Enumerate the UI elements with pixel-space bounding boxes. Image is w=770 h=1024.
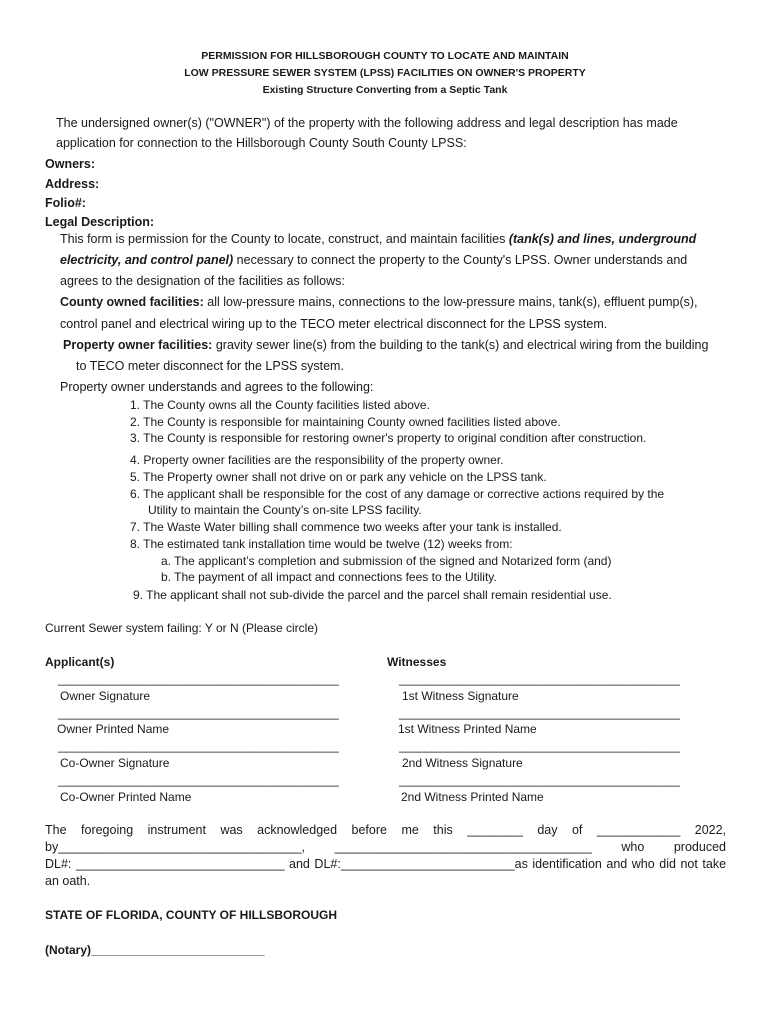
intro-line-1: The undersigned owner(s) ("OWNER") of the property with the following address and legal description has made [56, 116, 678, 130]
ack-word: foregoing [81, 823, 134, 837]
agreement-item-6: 6. The applicant shall be responsible for the cost of any damage or corrective actions required by the [130, 487, 665, 501]
witness-2-signature-line[interactable]: ____________________________________________ [399, 739, 680, 753]
acknowledgement-line-1 [45, 822, 726, 838]
form-title-line-1: PERMISSION FOR HILLSBOROUGH COUNTY TO LOCATE AND MAINTAIN [201, 50, 569, 62]
acknowledgement-line-4: an oath. [45, 874, 91, 888]
month-blank[interactable]: ____________ [596, 823, 681, 837]
dl-number-blank-2[interactable]: DL#:_________________________as [314, 857, 528, 871]
coowner-signature-label: Co-Owner Signature [60, 756, 170, 770]
ack-word: did [659, 857, 676, 871]
address-label: Address: [45, 177, 100, 191]
owners-label: Owners: [45, 157, 96, 171]
agreement-intro: Property owner understands and agrees to the following: [60, 380, 374, 394]
form-title-line-2: LOW PRESSURE SEWER SYSTEM (LPSS) FACILITIES ON OWNER'S PROPERTY [184, 67, 586, 79]
notary-signature-line[interactable]: (Notary)__________________________ [45, 943, 265, 957]
coowner-printed-name-line[interactable]: ____________________________________________ [58, 773, 339, 787]
form-subtitle: Existing Structure Converting from a Septic Tank [262, 84, 508, 96]
ack-word: who [631, 857, 655, 871]
ack-word: was [220, 823, 243, 837]
property-owner-text: gravity sewer line(s) from the building to the tank(s) and electrical wiring from the building [212, 338, 709, 352]
agreement-item-2: 2. The County is responsible for maintaining County owned facilities listed above. [130, 415, 561, 429]
ack-word: who [621, 840, 645, 854]
dl-number-blank[interactable]: ______________________________ [75, 857, 285, 871]
property-owner-label: Property owner facilities: [63, 338, 213, 352]
witness-1-signature-label: 1st Witness Signature [402, 689, 519, 703]
permission-text: This form is permission for the County to locate, construct, and maintain facilities [60, 232, 509, 246]
second-name-blank[interactable]: _____________________________________ [334, 840, 592, 854]
owner-signature-line[interactable]: ____________________________________________ [58, 672, 339, 686]
ack-word: this [433, 823, 453, 837]
ack-word: take [702, 857, 727, 871]
intro-line-2: application for connection to the Hillsborough County South County LPSS: [56, 136, 467, 150]
county-owned-line-1 [60, 294, 698, 310]
permission-line-2 [60, 252, 687, 268]
folio-label: Folio#: [45, 196, 86, 210]
ack-word: and [289, 857, 310, 871]
ack-word: not [680, 857, 698, 871]
agreement-item-9: 9. The applicant shall not sub-divide the parcel and the parcel shall remain residential use. [133, 588, 612, 602]
sewer-failing-question: Current Sewer system failing: Y or N (Please circle) [45, 621, 318, 635]
county-owned-line-2: control panel and electrical wiring up to the TECO meter electrical disconnect for the LPSS system. [60, 317, 608, 331]
ack-word: instrument [147, 823, 206, 837]
agreement-item-8a: a. The applicant’s completion and submission of the signed and Notarized form (and) [161, 554, 612, 568]
legal-description-label: Legal Description: [45, 215, 155, 229]
ack-word: 2022, [694, 823, 727, 837]
agreement-item-3: 3. The County is responsible for restoring owner's property to original condition after construction. [130, 431, 647, 445]
ack-word: acknowledged [257, 823, 338, 837]
agreement-item-1: 1. The County owns all the County facilities listed above. [130, 398, 430, 412]
owner-printed-name-label: Owner Printed Name [57, 722, 170, 736]
agreement-item-5: 5. The Property owner shall not drive on or park any vehicle on the LPSS tank. [130, 470, 547, 484]
agreement-item-4: 4. Property owner facilities are the responsibility of the property owner. [130, 453, 504, 467]
ack-word: The [45, 823, 67, 837]
ack-word: identification [532, 857, 602, 871]
coowner-printed-name-label: Co-Owner Printed Name [60, 790, 192, 804]
agreement-item-8b: b. The payment of all impact and connections fees to the Utility. [161, 570, 497, 584]
property-owner-line-1 [63, 337, 708, 353]
owner-signature-label: Owner Signature [60, 689, 151, 703]
acknowledgement-line-3 [45, 856, 726, 872]
permission-line-1 [60, 231, 696, 247]
witness-1-signature-line[interactable]: ____________________________________________ [399, 672, 680, 686]
witness-2-printed-name-label: 2nd Witness Printed Name [401, 790, 544, 804]
witness-2-printed-name-line[interactable]: ____________________________________________ [399, 773, 680, 787]
day-blank[interactable]: ________ [467, 823, 523, 837]
by-name-blank[interactable]: by___________________________________, [45, 840, 305, 854]
coowner-signature-line[interactable]: ____________________________________________ [58, 739, 339, 753]
ack-word: and [606, 857, 628, 871]
permission-emphasis-2: electricity, and control panel) [60, 253, 234, 267]
ack-word: me [401, 823, 419, 837]
witness-1-printed-name-line[interactable]: ____________________________________________ [399, 706, 680, 720]
county-owned-text: all low-pressure mains, connections to the low-pressure mains, tank(s), effluent pump(s), [203, 295, 698, 309]
ack-word: produced [673, 840, 726, 854]
acknowledgement-line-2 [45, 839, 726, 855]
agreement-item-7: 7. The Waste Water billing shall commence two weeks after your tank is installed. [130, 520, 562, 534]
ack-word: DL#: [45, 857, 72, 871]
witness-2-signature-label: 2nd Witness Signature [402, 756, 523, 770]
agreement-item-6-cont: Utility to maintain the County’s on-site LPSS facility. [148, 503, 422, 517]
witnesses-heading: Witnesses [387, 655, 447, 669]
ack-word: before [351, 823, 387, 837]
owner-printed-name-line[interactable]: ____________________________________________ [58, 706, 339, 720]
property-owner-line-2: to TECO meter disconnect for the LPSS system. [76, 359, 344, 373]
permission-line-3: agrees to the designation of the facilities as follows: [60, 274, 345, 288]
applicants-heading: Applicant(s) [45, 655, 115, 669]
permission-text-2: necessary to connect the property to the County's LPSS. Owner understands and [233, 253, 688, 267]
state-county-heading: STATE OF FLORIDA, COUNTY OF HILLSBOROUGH [45, 908, 337, 922]
ack-word: day [537, 823, 558, 837]
agreement-item-8: 8. The estimated tank installation time would be twelve (12) weeks from: [130, 537, 513, 551]
county-owned-label: County owned facilities: [60, 295, 204, 309]
ack-word: of [571, 823, 583, 837]
permission-emphasis: (tank(s) and lines, underground [508, 232, 697, 246]
witness-1-printed-name-label: 1st Witness Printed Name [398, 722, 537, 736]
